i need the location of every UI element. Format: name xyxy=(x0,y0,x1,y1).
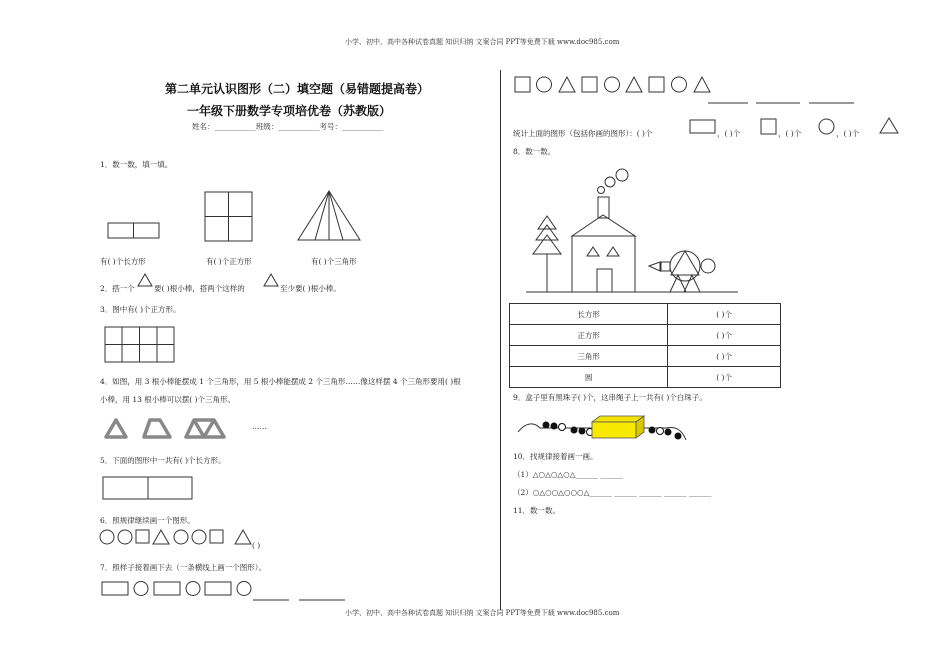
q6-pattern-figure xyxy=(99,528,259,548)
question-2-part1: 2．搭一个 xyxy=(100,284,135,293)
question-8: 8．数一数。 xyxy=(513,147,556,156)
table-shape-cell: 圆 xyxy=(510,367,668,388)
q7-answer-lines xyxy=(708,102,858,106)
question-7: 7．照样子接着画下去（一条横线上画一个图形）。 xyxy=(100,563,267,572)
question-1: 1．数一数，填一填。 xyxy=(100,160,173,169)
q8-count-table xyxy=(509,303,781,388)
q4-stick-triangles xyxy=(104,418,234,440)
page-footer: 小学、初中、高中各种试卷真题 知识归纳 文案合同 PPT等免费下载 www.doc985.com xyxy=(345,609,620,617)
exam-title: 第二单元认识图形（二）填空题（易错题提高卷） xyxy=(165,82,430,96)
q1-rectangles-figure xyxy=(107,222,161,240)
table-count-cell: ( )个 xyxy=(668,325,781,346)
q2-double-triangle-icon xyxy=(263,273,279,287)
question-10-part2: （2）○△○○△○○○△______ ______ ______ ______ ______ xyxy=(513,488,712,497)
q7-shapes-row xyxy=(514,76,714,96)
q1-triangles-figure xyxy=(297,190,361,242)
question-10: 10．找规律接着画一画。 xyxy=(513,452,598,461)
table-shape-cell: 正方形 xyxy=(510,325,668,346)
question-10-part1: （1）△○△○△○△______ ______ xyxy=(513,470,623,479)
question-4-line2: 小棒，用 13 根小棒可以摆( )个三角形。 xyxy=(100,395,236,404)
question-9: 9．盒子里有黑珠子( )个，这串绳子上一共有( )个白珠子。 xyxy=(513,393,707,402)
box-icon xyxy=(592,416,644,438)
stat-circle-icon xyxy=(818,118,836,136)
q1-answer-rectangles: 有( )个长方形 xyxy=(100,257,146,266)
q4-ellipsis: …… xyxy=(252,422,267,431)
student-info-line: 姓名：___________班级：___________考号：___________ xyxy=(192,122,384,131)
q7-pattern-figure xyxy=(101,579,351,603)
column-divider xyxy=(500,70,501,610)
question-6: 6．照规律继续画一个图形。 xyxy=(100,516,195,525)
table-row xyxy=(510,304,781,325)
table-row xyxy=(510,367,781,388)
q3-grid-figure xyxy=(104,326,176,364)
stat-circle-count: ，( )个 xyxy=(778,129,802,138)
table-shape-cell: 长方形 xyxy=(510,304,668,325)
q1-answer-squares: 有( )个正方形 xyxy=(206,257,252,266)
stat-text: 统计上面的图形（包括你画的图形）：( )个 xyxy=(513,129,653,138)
q2-triangle-icon xyxy=(137,273,153,287)
page-header: 小学、初中、高中各种试卷真题 知识归纳 文案合同 PPT等免费下载 www.doc985.com xyxy=(345,38,620,46)
table-shape-cell: 三角形 xyxy=(510,346,668,367)
question-11: 11．数一数。 xyxy=(513,506,561,515)
table-row xyxy=(510,346,781,367)
question-3: 3．图中有( )个正方形。 xyxy=(100,305,181,314)
q6-answer-blank: ( ) xyxy=(252,541,261,550)
table-count-cell: ( )个 xyxy=(668,304,781,325)
question-5: 5．下面的图形中一共有( )个长方形。 xyxy=(100,456,226,465)
stat-rectangle-icon xyxy=(689,119,717,135)
q1-answer-triangles: 有( )个三角形 xyxy=(311,257,357,266)
exam-subtitle: 一年级下册数学专项培优卷（苏教版） xyxy=(187,104,392,118)
q1-squares-figure xyxy=(204,191,254,243)
stat-square-count: ，( )个 xyxy=(717,129,741,138)
question-2-part3: 至少要( )根小棒。 xyxy=(280,284,341,293)
stat-triangle-count: ，( )个 xyxy=(836,129,860,138)
table-row xyxy=(510,325,781,346)
q9-bead-string-figure xyxy=(516,412,691,444)
q5-rectangles-figure xyxy=(102,476,194,501)
table-count-cell: ( )个 xyxy=(668,367,781,388)
q8-house-scene xyxy=(508,163,743,295)
question-4-line1: 4．如图，用 3 根小棒能摆成 1 个三角形，用 5 根小棒能摆成 2 个三角形……像这样摆 4 个三角形要用( )根 xyxy=(100,377,461,386)
stat-triangle-icon xyxy=(878,117,900,135)
table-count-cell: ( )个 xyxy=(668,346,781,367)
stat-square-icon xyxy=(760,118,778,136)
question-2-part2: 要( )根小棒，搭两个这样的 xyxy=(154,284,245,293)
